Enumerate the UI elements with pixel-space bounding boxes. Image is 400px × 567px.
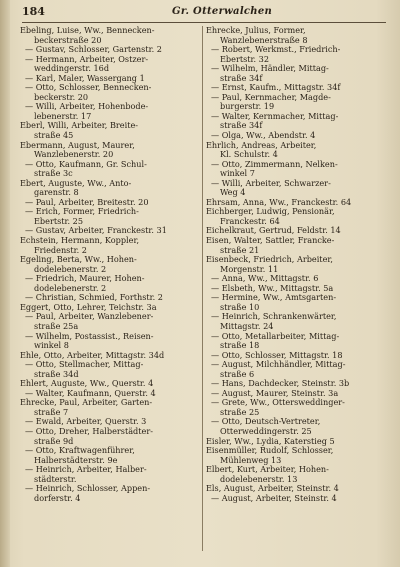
directory-entry-line: beckerstr. 20: [34, 92, 89, 102]
directory-entry-line: Eisenmüller, Rudolf, Schlosser,: [206, 446, 334, 456]
directory-entry-line: — Otto, Schlosser, Bennecken-: [25, 83, 152, 93]
header-rule: [22, 22, 386, 23]
directory-entry-line: straße 3c: [34, 169, 73, 179]
directory-entry-line: straße 25a: [34, 321, 79, 331]
directory-entry-line: Ehlert, Auguste, Ww., Querstr. 4: [20, 379, 154, 389]
directory-entry-line: weddingerstr. 16d: [34, 64, 110, 74]
directory-entry-line: straße 25: [220, 407, 260, 417]
directory-entry-line: — Otto, Dreher, Halberstädter-: [25, 426, 153, 436]
directory-entry-line: winkel 7: [220, 169, 255, 179]
directory-entry-line: straße 9d: [34, 436, 74, 446]
directory-entry-line: straße 21: [220, 245, 260, 255]
directory-entry-line: Ehrecke, Paul, Arbeiter, Garten-: [20, 398, 153, 408]
directory-entry-line: Wanzlebenerstraße 8: [220, 35, 308, 45]
directory-entry-line: Wanzlebenerstr. 20: [34, 150, 114, 160]
directory-entry-line: — Hermine, Ww., Amtsgarten-: [211, 293, 337, 303]
directory-entry-line: Echstein, Hermann, Koppler,: [20, 236, 140, 246]
directory-entry-line: Egeling, Berta, Ww., Hohen-: [20, 255, 137, 265]
directory-entry-line: Ehrecke, Julius, Former,: [206, 26, 306, 35]
directory-entry-line: — Ewald, Arbeiter, Querstr. 3: [25, 417, 147, 427]
directory-entry-line: — Elsbeth, Ww., Mittagstr. 5a: [211, 283, 334, 293]
directory-entry-line: — Anna, Ww., Mittagstr. 6: [211, 274, 319, 284]
directory-entry-line: — Otto, Zimmermann, Nelken-: [211, 159, 338, 169]
directory-entry-line: Friedenstr. 2: [34, 245, 87, 255]
directory-entry-line: garenstr. 8: [34, 188, 79, 198]
running-head: Gr. Otterwalchen: [172, 6, 273, 17]
directory-entry-line: burgerstr. 19: [220, 102, 275, 112]
directory-entry-line: — Willi, Arbeiter, Hohenbode-: [25, 102, 149, 112]
directory-entry-line: straße 34f: [220, 73, 263, 83]
directory-entry-line: Ebert, Auguste, Ww., Anto-: [20, 178, 132, 188]
directory-entry-line: Kl. Schulstr. 4: [220, 150, 278, 160]
directory-entry-line: Ehle, Otto, Arbeiter, Mittagstr. 34d: [20, 350, 165, 360]
directory-entry-line: Weg 4: [220, 188, 246, 198]
directory-entry-line: Elbert, Kurt, Arbeiter, Hohen-: [206, 465, 329, 475]
directory-entry-line: Eisen, Walter, Sattler, Francke-: [206, 236, 335, 246]
directory-entry-line: — Heinrich, Schrankenwärter,: [211, 312, 337, 322]
directory-entry-line: — Otto, Schlosser, Mittagstr. 18: [211, 350, 343, 360]
directory-entry-line: dodelebenerstr. 2: [34, 264, 107, 274]
directory-entry-line: — Hermann, Arbeiter, Ostzer-: [25, 54, 149, 64]
directory-entry-line: Ebeling, Luise, Ww., Bennecken-: [20, 26, 155, 35]
directory-entry-line: beckerstraße 20: [34, 35, 102, 45]
directory-entry-line: Ebertstr. 25: [34, 216, 84, 226]
directory-entry-line: — Otto, Stellmacher, Mittag-: [25, 360, 144, 370]
directory-entry-line: lebenerstr. 17: [34, 111, 92, 121]
directory-entry-line: — Heinrich, Schlosser, Appen-: [25, 484, 151, 494]
directory-entry-line: — Otto, Kraftwagenführer,: [25, 446, 135, 456]
directory-entry-line: Halberstädterstr. 9e: [34, 455, 118, 465]
directory-entry-line: — Ernst, Kaufm., Mittagstr. 34f: [211, 83, 341, 93]
directory-entry-line: — Gustav, Arbeiter, Franckestr. 31: [25, 226, 167, 236]
directory-entry-line: straße 10: [220, 302, 260, 312]
directory-entry-line: straße 18: [220, 341, 260, 351]
directory-entry-line: straße 45: [34, 131, 74, 141]
page-header: [22, 5, 386, 21]
directory-entry-line: winkel 8: [34, 341, 69, 351]
directory-entry-line: Morgenstr. 11: [220, 264, 279, 274]
directory-entry-line: — Grete, Ww., Ottersweddinger-: [211, 398, 345, 408]
directory-entry-line: straße 34d: [34, 369, 79, 379]
directory-entry-line: straße 34f: [220, 121, 263, 131]
directory-entry-line: — Walter, Kaufmann, Querstr. 4: [25, 388, 156, 398]
directory-entry-line: Eberl, Willi, Arbeiter, Breite-: [20, 121, 139, 131]
directory-entry-line: Mittagstr. 24: [220, 321, 274, 331]
directory-entry-line: — Paul, Arbeiter, Wanzlebener-: [25, 312, 154, 322]
directory-entry-line: Ebermann, August, Maurer,: [20, 140, 135, 150]
page-number: 184: [22, 5, 45, 18]
directory-entry-line: — Wilhelm, Postassist., Reisen-: [25, 331, 154, 341]
directory-entry-line: — Otto, Kaufmann, Gr. Schul-: [25, 159, 147, 169]
column-divider: [202, 26, 203, 551]
directory-entry-line: — Hans, Dachdecker, Steinstr. 3b: [211, 379, 350, 389]
directory-entry-line: — Robert, Werkmst., Friedrich-: [211, 45, 341, 55]
directory-entry-line: Franckestr. 64: [220, 216, 280, 226]
directory-entry-line: — Walter, Kernmacher, Mittag-: [211, 111, 339, 121]
directory-entry-line: — Otto, Metallarbeiter, Mittag-: [211, 331, 340, 341]
directory-entry-line: Eichberger, Ludwig, Pensionär,: [206, 207, 335, 217]
directory-entry-line: — Paul, Kernmacher, Magde-: [211, 92, 331, 102]
left-column: [20, 26, 200, 503]
directory-entry-line: — Otto, Deutsch-Vertreter,: [211, 417, 321, 427]
directory-entry-line: — Erich, Former, Friedrich-: [25, 207, 139, 217]
directory-entry-line: städterstr.: [34, 474, 77, 484]
directory-entry-line: Ehrlich, Andreas, Arbeiter,: [206, 140, 317, 150]
directory-entry-line: — August, Arbeiter, Steinstr. 4: [211, 493, 337, 503]
directory-entry-line: — August, Milchhändler, Mittag-: [211, 360, 346, 370]
directory-entry-line: dodelebenerstr. 13: [220, 474, 298, 484]
right-column: [206, 26, 386, 503]
directory-entry-line: Eisenbeck, Friedrich, Arbeiter,: [206, 255, 333, 265]
directory-entry-line: — Wilhelm, Händler, Mittag-: [211, 64, 329, 74]
directory-entry-line: Eggert, Otto, Lehrer, Teichstr. 3a: [20, 302, 157, 312]
directory-entry-line: — Willi, Arbeiter, Schwarzer-: [211, 178, 331, 188]
directory-entry-line: — Gustav, Schlosser, Gartenstr. 2: [25, 45, 162, 55]
directory-entry-line: — Heinrich, Arbeiter, Halber-: [25, 465, 147, 475]
directory-entry-line: — August, Maurer, Steinstr. 3a: [211, 388, 339, 398]
directory-entry-line: Eisler, Ww., Lydia, Katerstieg 5: [206, 436, 335, 446]
directory-entry-line: Els, August, Arbeiter, Steinstr. 4: [206, 484, 339, 494]
directory-entry-line: Ehrsam, Anna, Ww., Franckestr. 64: [206, 197, 352, 207]
directory-entry-line: Eichelkraut, Gertrud, Feldstr. 14: [206, 226, 341, 236]
directory-entry-line: straße 7: [34, 407, 69, 417]
directory-entry-line: Mühlenweg 13: [220, 455, 282, 465]
directory-entry-line: — Paul, Arbeiter, Breitestr. 20: [25, 197, 149, 207]
directory-entry-line: — Friedrich, Maurer, Hohen-: [25, 274, 145, 284]
directory-entry-line: — Olga, Ww., Abendstr. 4: [211, 131, 316, 141]
book-gutter: [0, 0, 10, 567]
directory-entry-line: dorferstr. 4: [34, 493, 81, 503]
directory-entry-line: straße 6: [220, 369, 255, 379]
directory-entry-line: — Karl, Maler, Wassergang 1: [25, 73, 145, 83]
directory-entry-line: dodelebenerstr. 2: [34, 283, 107, 293]
directory-entry-line: Otterweddingerstr. 25: [220, 426, 312, 436]
directory-entry-line: Ebertstr. 32: [220, 54, 270, 64]
directory-entry-line: — Christian, Schmied, Forthstr. 2: [25, 293, 163, 303]
